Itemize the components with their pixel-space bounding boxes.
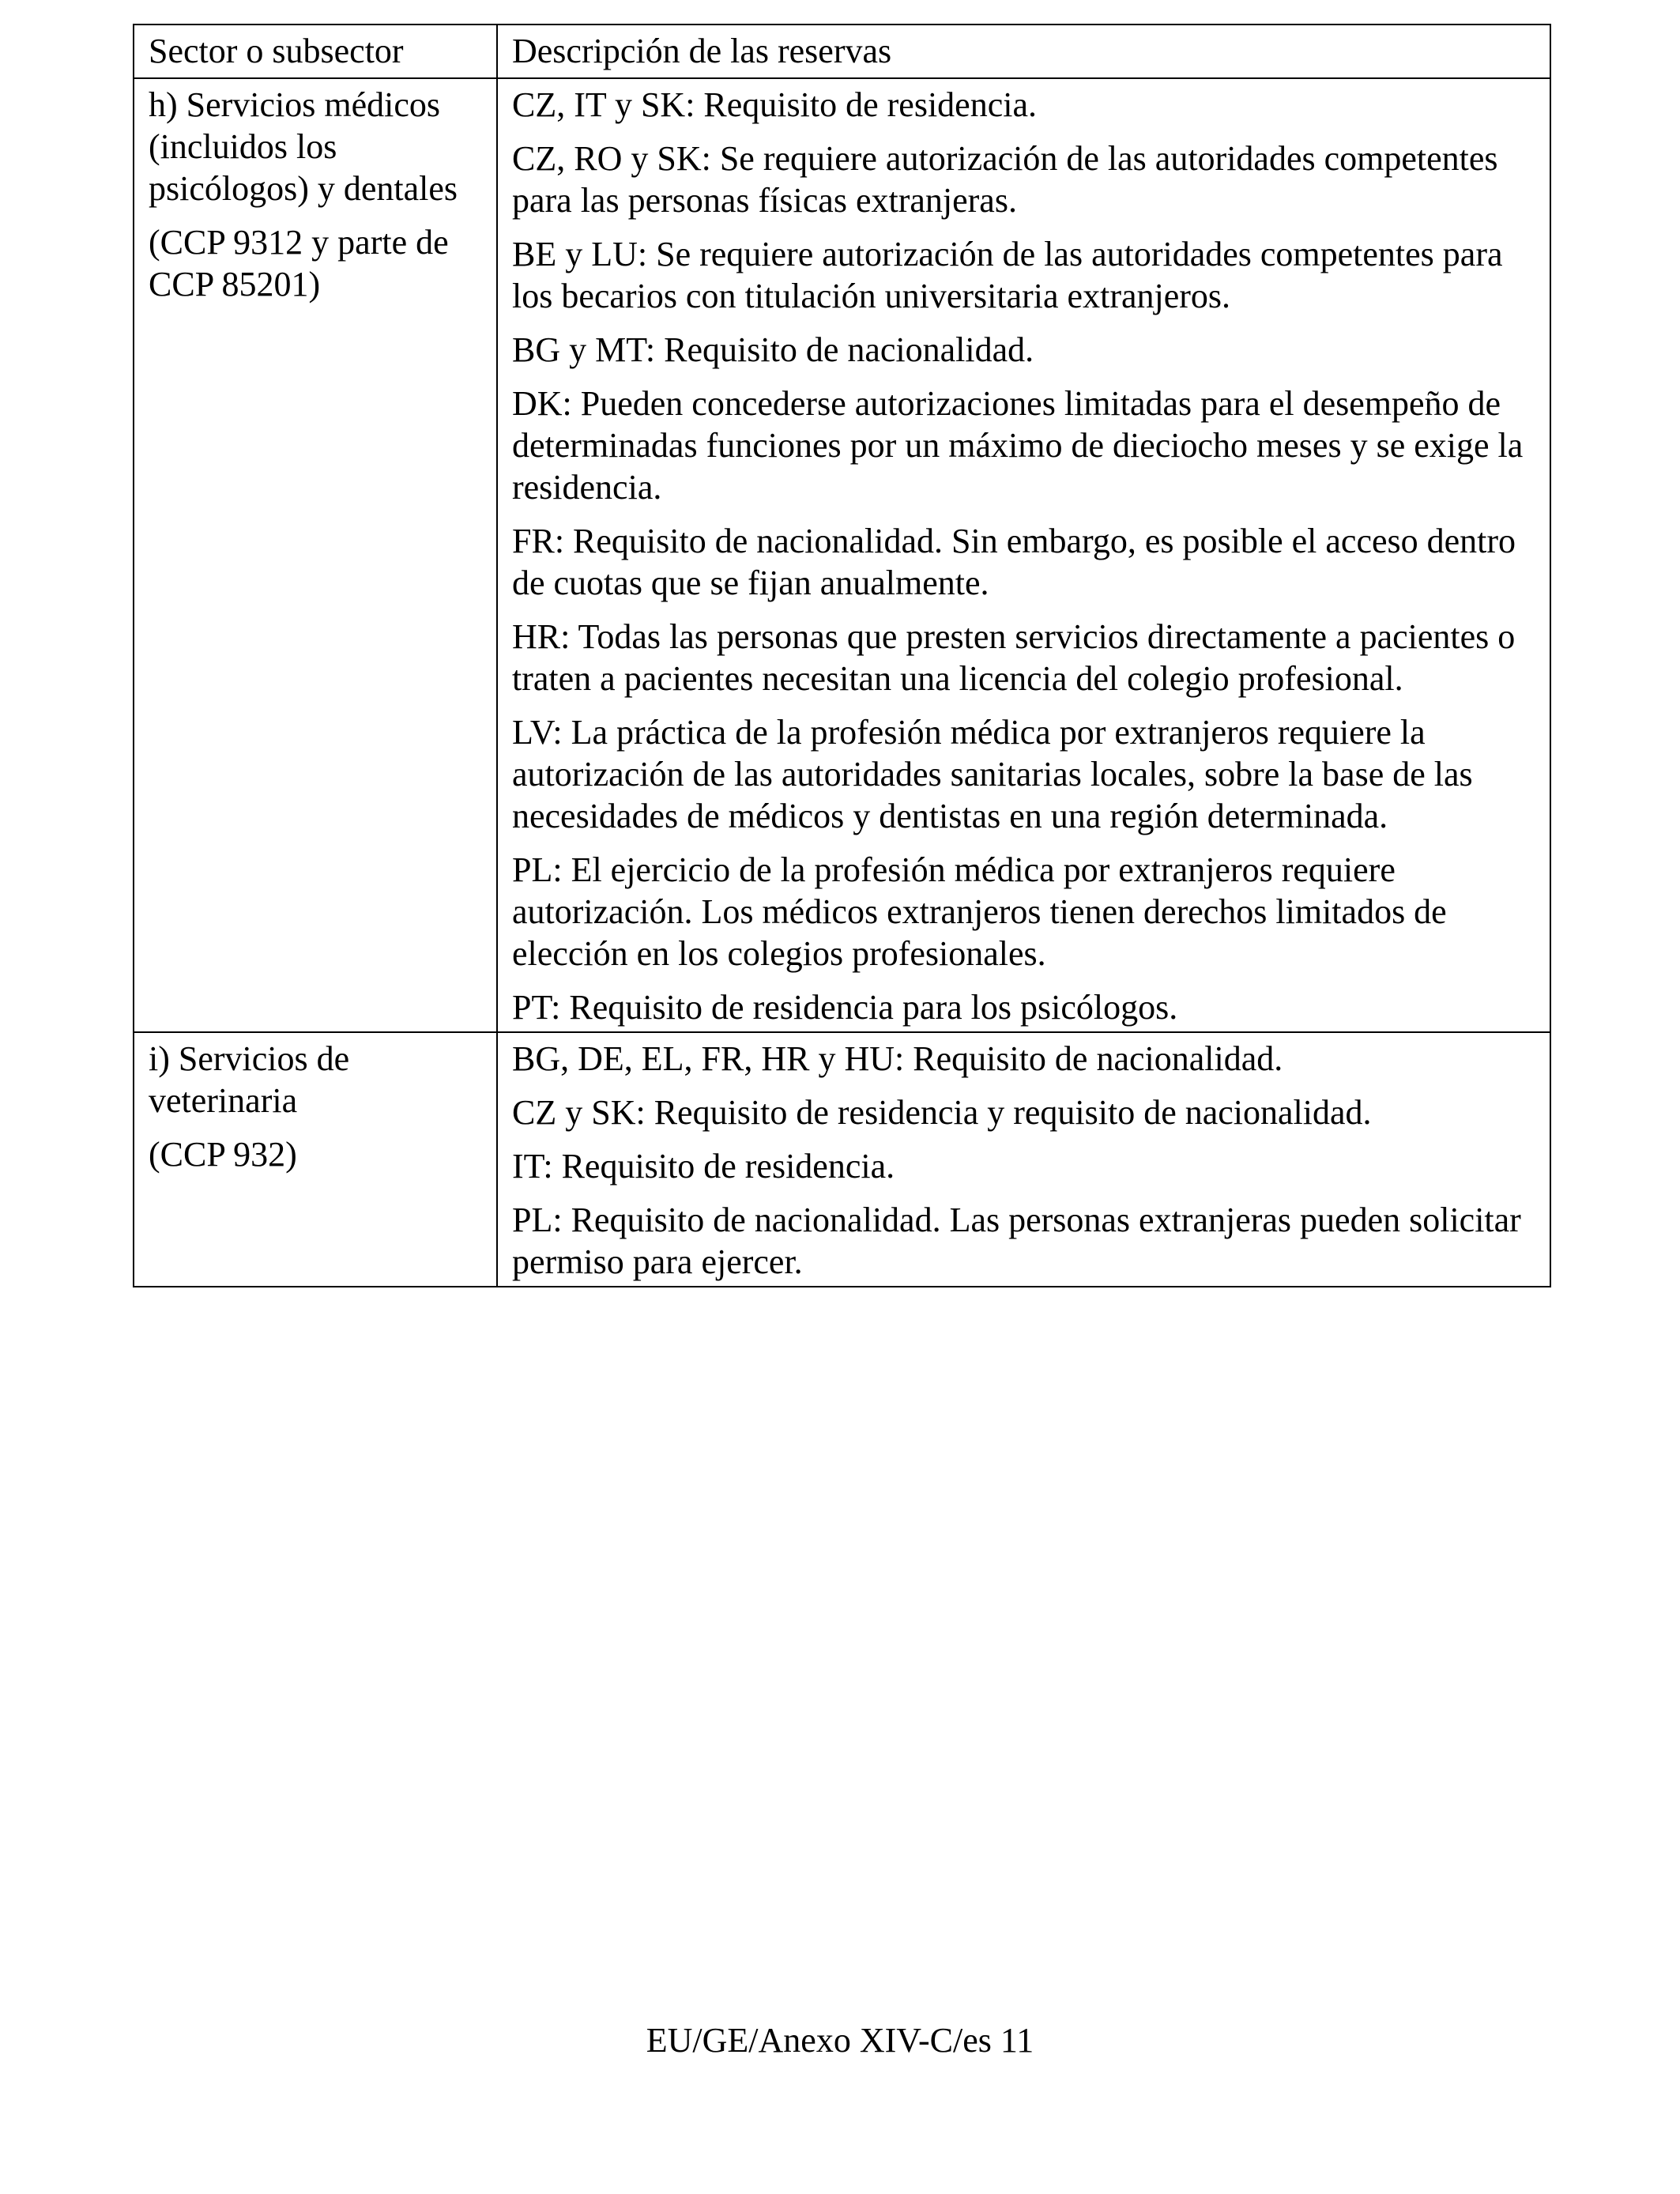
reservation-paragraph: PL: El ejercicio de la profesión médica por extranjeros requiere autorización. Los médicos extranjeros tienen derechos limitados de elección en los colegios profesionales. <box>512 850 1447 973</box>
reservation-paragraph: CZ y SK: Requisito de residencia y requisito de nacionalidad. <box>512 1093 1372 1132</box>
table-header-row <box>134 25 1550 78</box>
description-cell-veterinary <box>497 1032 1550 1287</box>
sector-name: h) Servicios médicos (incluidos los psicólogos) y dentales <box>149 85 458 208</box>
reservation-paragraph: IT: Requisito de residencia. <box>512 1147 895 1186</box>
reservation-paragraph: PT: Requisito de residencia para los psicólogos. <box>512 988 1178 1027</box>
reservation-paragraph: BG y MT: Requisito de nacionalidad. <box>512 330 1034 369</box>
reservation-paragraph: CZ, RO y SK: Se requiere autorización de las autoridades competentes para las personas físicas extranjeras. <box>512 139 1498 220</box>
reservation-paragraph: BE y LU: Se requiere autorización de las autoridades competentes para los becarios con titulación universitaria extranjeros. <box>512 235 1503 315</box>
header-description-label: Descripción de las reservas <box>512 32 892 70</box>
reservations-table <box>133 24 1551 1287</box>
reservation-paragraph: BG, DE, EL, FR, HR y HU: Requisito de nacionalidad. <box>512 1039 1283 1078</box>
sector-ccp-code: (CCP 9312 y parte de CCP 85201) <box>149 223 449 303</box>
table-row-medical <box>134 78 1550 1032</box>
sector-cell-veterinary <box>134 1032 497 1287</box>
table-row-veterinary <box>134 1032 1550 1287</box>
sector-ccp-code: (CCP 932) <box>149 1135 297 1174</box>
reservation-paragraph: HR: Todas las personas que presten servicios directamente a pacientes o traten a pacientes necesitan una licencia del colegio profesional. <box>512 617 1516 698</box>
sector-name: i) Servicios de veterinaria <box>149 1039 350 1120</box>
header-sector <box>134 25 497 78</box>
reservation-paragraph: PL: Requisito de nacionalidad. Las personas extranjeras pueden solicitar permiso para ejercer. <box>512 1201 1521 1281</box>
page-footer-reference: EU/GE/Anexo XIV-C/es 11 <box>646 2021 1034 2060</box>
header-description <box>497 25 1550 78</box>
reservation-paragraph: LV: La práctica de la profesión médica por extranjeros requiere la autorización de las autoridades sanitarias locales, sobre la base de las necesidades de médicos y dentistas en una región determinada. <box>512 713 1473 835</box>
description-cell-medical <box>497 78 1550 1032</box>
reservation-paragraph: FR: Requisito de nacionalidad. Sin embargo, es posible el acceso dentro de cuotas que se fijan anualmente. <box>512 522 1516 602</box>
reservation-paragraph: DK: Pueden concederse autorizaciones limitadas para el desempeño de determinadas funciones por un máximo de dieciocho meses y se exige la residencia. <box>512 384 1524 507</box>
header-sector-label: Sector o subsector <box>149 32 404 70</box>
reservation-paragraph: CZ, IT y SK: Requisito de residencia. <box>512 85 1037 124</box>
sector-cell-medical <box>134 78 497 1032</box>
